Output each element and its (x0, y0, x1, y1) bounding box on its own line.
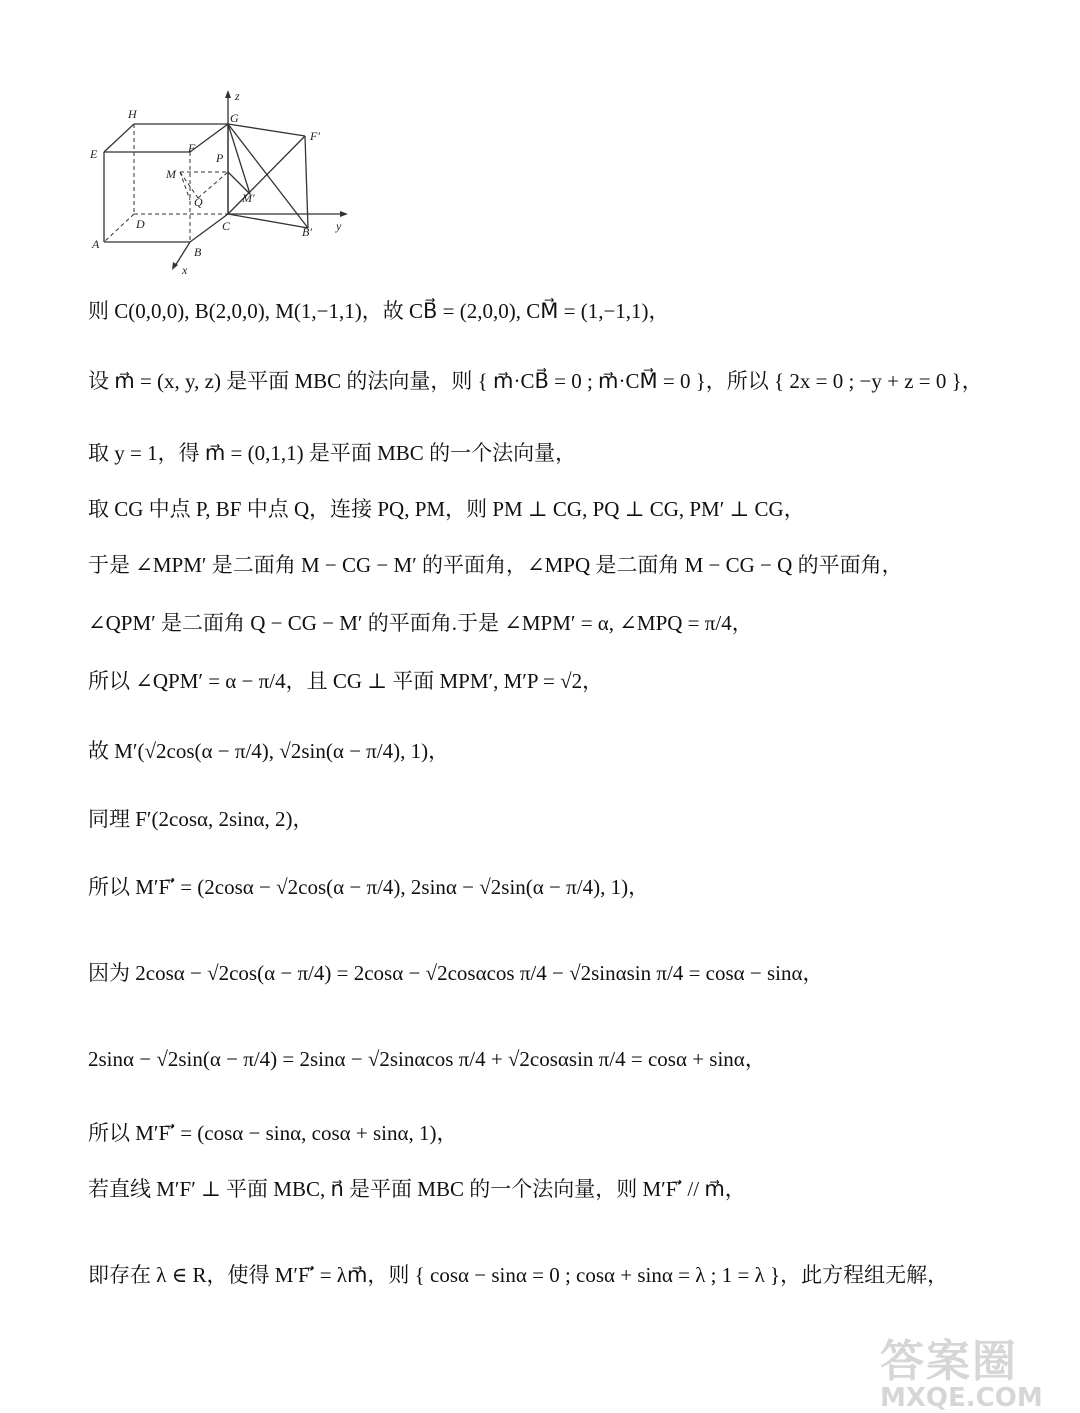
watermark-logo-text: 答案圈 (880, 1336, 1018, 1387)
solution-line-13: 所以 M′F′⃗ = (cosα − sinα, cosα + sinα, 1)， (88, 1121, 458, 1145)
label-F-prime: F′ (310, 129, 320, 143)
geometry-figure (80, 82, 380, 282)
label-C: C (222, 219, 231, 233)
solution-line-10: 所以 M′F′⃗ = (2cosα − √2cos(α − π/4), 2sinα − √2sin(α − π/4), 1)， (88, 875, 650, 899)
solution-line-3: 取 y = 1，得 m⃗ = (0,1,1) 是平面 MBC 的一个法向量， (88, 441, 577, 465)
label-E: E (90, 147, 98, 161)
solution-line-1: 则 C(0,0,0), B(2,0,0), M(1,−1,1)，故 CB⃗ = (2,0,0), CM⃗ = (1,−1,1)， (88, 299, 670, 323)
label-A: A (92, 237, 100, 251)
solution-line-7: 所以 ∠QPM′ = α − π/4，且 CG ⊥ 平面 MPM′, M′P = √2， (88, 669, 604, 693)
solution-line-5: 于是 ∠MPM′ 是二面角 M − CG − M′ 的平面角，∠MPQ 是二面角 M − CG − Q 的平面角， (88, 553, 903, 577)
cube-diagram (80, 82, 380, 282)
solution-line-9: 同理 F′(2cosα, 2sinα, 2)， (88, 807, 314, 831)
label-B: B (194, 245, 202, 259)
site-watermark (880, 1325, 1060, 1413)
label-Q: Q (194, 195, 203, 209)
solution-line-2: 设 m⃗ = (x, y, z) 是平面 MBC 的法向量，则 { m⃗·CB⃗ = 0 ; m⃗·CM⃗ = 0 }，所以 { 2x = 0 ; −y + z = 0 }， (88, 369, 983, 393)
label-M: M (166, 167, 176, 181)
solution-line-15: 即存在 λ ∈ R，使得 M′F′⃗ = λm⃗，则 { cosα − sinα = 0 ; cosα + sinα = λ ; 1 = λ }，此方程组无解， (88, 1263, 949, 1287)
solution-line-6: ∠QPM′ 是二面角 Q − CG − M′ 的平面角.于是 ∠MPM′ = α, ∠MPQ = π/4， (88, 611, 753, 635)
label-H: H (128, 107, 137, 121)
label-D: D (136, 217, 145, 231)
solution-line-11: 因为 2cosα − √2cos(α − π/4) = 2cosα − √2cosαcos π/4 − √2sinαsin π/4 = cosα − sinα， (88, 961, 824, 985)
solution-line-14: 若直线 M′F′ ⊥ 平面 MBC, n⃗ 是平面 MBC 的一个法向量，则 M′F′⃗ // m⃗， (88, 1177, 746, 1201)
label-G: G (230, 111, 239, 125)
label-P: P (216, 151, 224, 165)
solution-line-4: 取 CG 中点 P, BF 中点 Q，连接 PQ, PM，则 PM ⊥ CG, PQ ⊥ CG, PM′ ⊥ CG， (88, 497, 805, 521)
label-z-axis: z (235, 89, 240, 103)
label-y-axis: y (336, 219, 342, 233)
label-M-prime: M′ (242, 191, 255, 205)
label-B-prime: B′ (302, 225, 312, 239)
watermark-url: MXQE.COM (880, 1383, 1043, 1413)
label-F: F (188, 141, 196, 155)
solution-line-8: 故 M′(√2cos(α − π/4), √2sin(α − π/4), 1)， (88, 739, 450, 763)
solution-line-12: 2sinα − √2sin(α − π/4) = 2sinα − √2sinαcos π/4 + √2cosαsin π/4 = cosα + sinα， (88, 1047, 766, 1071)
label-x-axis: x (182, 263, 188, 277)
